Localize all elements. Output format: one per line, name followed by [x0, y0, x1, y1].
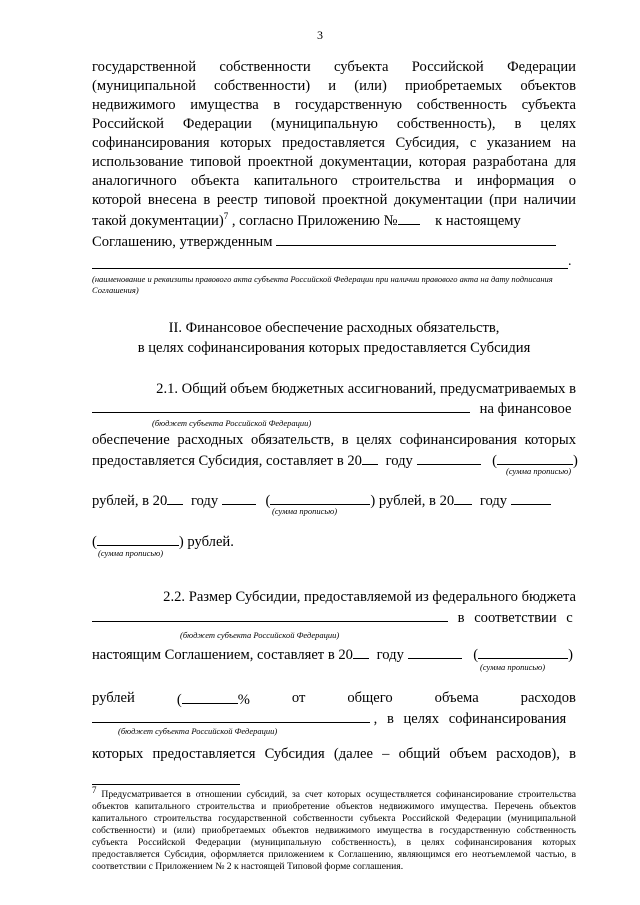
text-line: (муниципальной собственности) и (или) приобретаемых объектов	[92, 78, 576, 94]
blank-field-line[interactable]	[92, 268, 568, 269]
blank-field[interactable]	[398, 210, 420, 225]
amount-field[interactable]	[417, 450, 481, 465]
footnote-separator	[92, 784, 240, 785]
blank-field[interactable]	[92, 398, 470, 413]
year-field[interactable]	[454, 490, 472, 505]
blank-field[interactable]	[276, 231, 556, 246]
amount-words-field[interactable]	[497, 450, 573, 465]
year-field[interactable]	[167, 490, 183, 505]
section-heading: II. Финансовое обеспечение расходных обязательств, в целях софинансирования которых предоставляется Субсидия	[137, 320, 531, 356]
text-line: софинансирования которых предоставляется Субсидия, с указанием на	[92, 135, 576, 151]
clause-2-1-line2: на финансовое	[92, 398, 576, 419]
note-legal-act: (наименование и реквизиты правового акта субъекта Российской Федерации при наличии правового акта на дату подписания Соглашения)	[92, 274, 553, 295]
note-sum: (сумма прописью)	[480, 662, 546, 672]
amount-words-field[interactable]	[478, 644, 568, 659]
text-line: недвижимого имущества в государственную собственность субъекта	[92, 97, 576, 113]
note-sum: (сумма прописью)	[98, 548, 164, 558]
clause-2-1-line6: ( ) рублей.	[92, 531, 576, 552]
note-budget: (бюджет субъекта Российской Федерации)	[180, 630, 340, 640]
text-line: использование типовой проектной документации, которая разработана для	[92, 154, 576, 170]
note-budget: (бюджет субъекта Российской Федерации)	[118, 726, 278, 736]
clause-2-2-line6: которых предоставляется Субсидия (далее – общий объем расходов), в	[92, 746, 576, 762]
period: .	[568, 254, 572, 269]
clause-2-1-line3: обеспечение расходных обязательств, в целях софинансирования которых	[92, 432, 576, 448]
clause-2-1-line5: рублей, в 20 году ( ) рублей, в 20 году	[92, 490, 576, 511]
year-field[interactable]	[353, 644, 369, 659]
note-sum: (сумма прописью)	[506, 466, 572, 476]
clause-2-2-line2: в соответствии с	[92, 607, 576, 628]
blank-field[interactable]	[92, 708, 370, 723]
blank-field[interactable]	[92, 607, 448, 622]
amount-words-field[interactable]	[97, 531, 179, 546]
amount-field[interactable]	[511, 490, 551, 505]
text-line: аналогичного объекта капитального строительства и информация о	[92, 173, 576, 189]
percent-field[interactable]	[182, 689, 238, 704]
clause-2-2-line3: настоящим Соглашением, составляет в 20 году ( )	[92, 644, 576, 665]
note-budget: (бюджет субъекта Российской Федерации)	[152, 418, 312, 428]
footnote-mark: 7	[223, 211, 229, 222]
footnote-mark: 7	[92, 784, 97, 795]
clause-2-2-line5: , в целях софинансирования	[92, 708, 576, 729]
note-sum: (сумма прописью)	[272, 506, 338, 516]
text-line: Российской Федерации (муниципальную собственность), в целях	[92, 116, 576, 132]
text-line: государственной собственности субъекта Российской Федерации	[92, 59, 576, 75]
text-line-approved: Соглашению, утвержденным	[92, 231, 576, 252]
amount-words-field[interactable]	[270, 490, 370, 505]
paragraph-objects	[92, 58, 576, 252]
footnote: $^7$ Предусматривается в отношении субсидий, за счет которых осуществляется софинансирование строительства объектов капитального строительства и приобретение объектов недвижимого имущества. Перечень объектов капитального строительства государственной собственности субъекта Российской Федерации (муниципальной собственности) и (или) приобретаемых объектов недвижимого имущества в государственную собственность субъекта Российской Федерации (муниципальную собственность), в целях софинансирования которых предоставляется Субсидия, оформляется приложением к Соглашению, являющимся его неотъемлемой частью, в соответствии с Приложением № 2 к настоящей Типовой форме соглашения.	[92, 784, 576, 872]
clause-2-2-line4: рублей ( % от общего объема расходов	[92, 690, 576, 708]
amount-field[interactable]	[408, 644, 462, 659]
text-line: которой внесена в реестр типовой проектной документации (при наличии	[92, 192, 576, 208]
year-field[interactable]	[362, 450, 378, 465]
clause-2-2-line1: 2.2. Размер Субсидии, предоставляемой из федерального бюджета	[163, 589, 576, 605]
clause-2-1-line4: предоставляется Субсидия, составляет в 20 году ( )	[92, 450, 576, 471]
text-line-appendix: такой документации)$^7$ , согласно Приложению № к настоящему	[92, 211, 521, 229]
amount-field[interactable]	[222, 490, 256, 505]
page-number: 3	[317, 28, 323, 42]
clause-2-1-line1: 2.1. Общий объем бюджетных ассигнований, предусматриваемых в	[156, 381, 576, 397]
